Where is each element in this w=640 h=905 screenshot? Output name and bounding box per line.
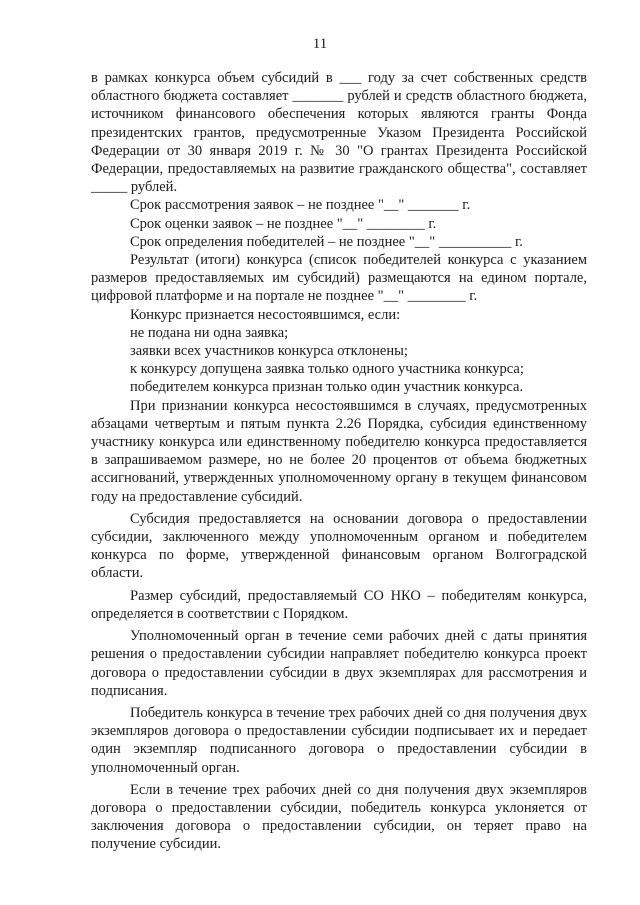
list-item: к конкурсу допущена заявка только одного участника конкурса; bbox=[130, 361, 524, 378]
paragraph-evasion: Если в течение трех рабочих дней со дня получения двух экземпляров договора о предоставлении субсидии, победитель конкурса уклоняется от заключения договора о предоставлении субсидии, он теряет право на получение субсидии. bbox=[91, 781, 587, 853]
paragraph-subsidy-amount: Размер субсидий, предоставляемый СО НКО – победителям конкурса, определяется в соответствии с Порядком. bbox=[91, 587, 587, 622]
list-item: не подана ни одна заявка; bbox=[130, 324, 289, 341]
list-item: заявки всех участников конкурса отклонены; bbox=[130, 343, 408, 360]
paragraph-subsidy-agreement: Субсидия предоставляется на основании договора о предоставлении субсидии, заключенного между уполномоченным органом и победителем конкурса по форме, утвержденной финансовым органом Волгоградской области. bbox=[91, 510, 587, 582]
document-body bbox=[91, 69, 587, 854]
paragraph-signing: Победитель конкурса в течение трех рабочих дней со дня получения двух экземпляров договора о предоставлении субсидии подписывает их и передает один экземпляр подписанного договора о предоставлении субсидии в уполномоченный орган. bbox=[91, 704, 587, 776]
paragraph-single-participant: При признании конкурса несостоявшимся в случаях, предусмотренных абзацами четвертым и пятым пункта 2.26 Порядка, субсидия единственному участнику конкурса или единственному победителю конкурса предоставляется в запрашиваемом размере, но не более 20 процентов от объема бюджетных ассигнований, утвержденных уполномоченному органу в текущем финансовом году на предоставление субсидий. bbox=[91, 397, 587, 505]
paragraph-budget-volume: в рамках конкурса объем субсидий в ___ году за счет собственных средств областного бюджета составляет _______ рублей и средств областного бюджета, источником финансового обеспечения которых являются гранты Фонда президентских грантов, предусмотренные Указом Президента Российской Федерации от 30 января 2019 г. № 30 "О грантах Президента Российской Федерации, предоставляемых на развитие гражданского общества", составляет _____ рублей. bbox=[91, 70, 587, 196]
paragraph-winners-deadline: Срок определения победителей – не позднее "__" __________ г. bbox=[130, 233, 523, 250]
paragraph-results-publication: Результат (итоги) конкурса (список победителей конкурса с указанием размеров предоставляемых им субсидий) размещаются на едином портале, цифровой платформе и на портале не позднее "__" ________ г. bbox=[91, 252, 587, 305]
paragraph-review-deadline: Срок рассмотрения заявок – не позднее "__" _______ г. bbox=[130, 197, 471, 214]
paragraph-evaluation-deadline: Срок оценки заявок – не позднее "__" ________ г. bbox=[130, 215, 437, 232]
paragraph-failed-contest: Конкурс признается несостоявшимся, если: bbox=[130, 306, 401, 323]
page-number: 11 bbox=[312, 36, 328, 52]
paragraph-draft-agreement: Уполномоченный орган в течение семи рабочих дней с даты принятия решения о предоставлении субсидии направляет победителю конкурса проект договора о предоставлении субсидии в двух экземплярах для рассмотрения и подписания. bbox=[91, 628, 587, 699]
list-item: победителем конкурса признан только один участник конкурса. bbox=[130, 379, 524, 396]
